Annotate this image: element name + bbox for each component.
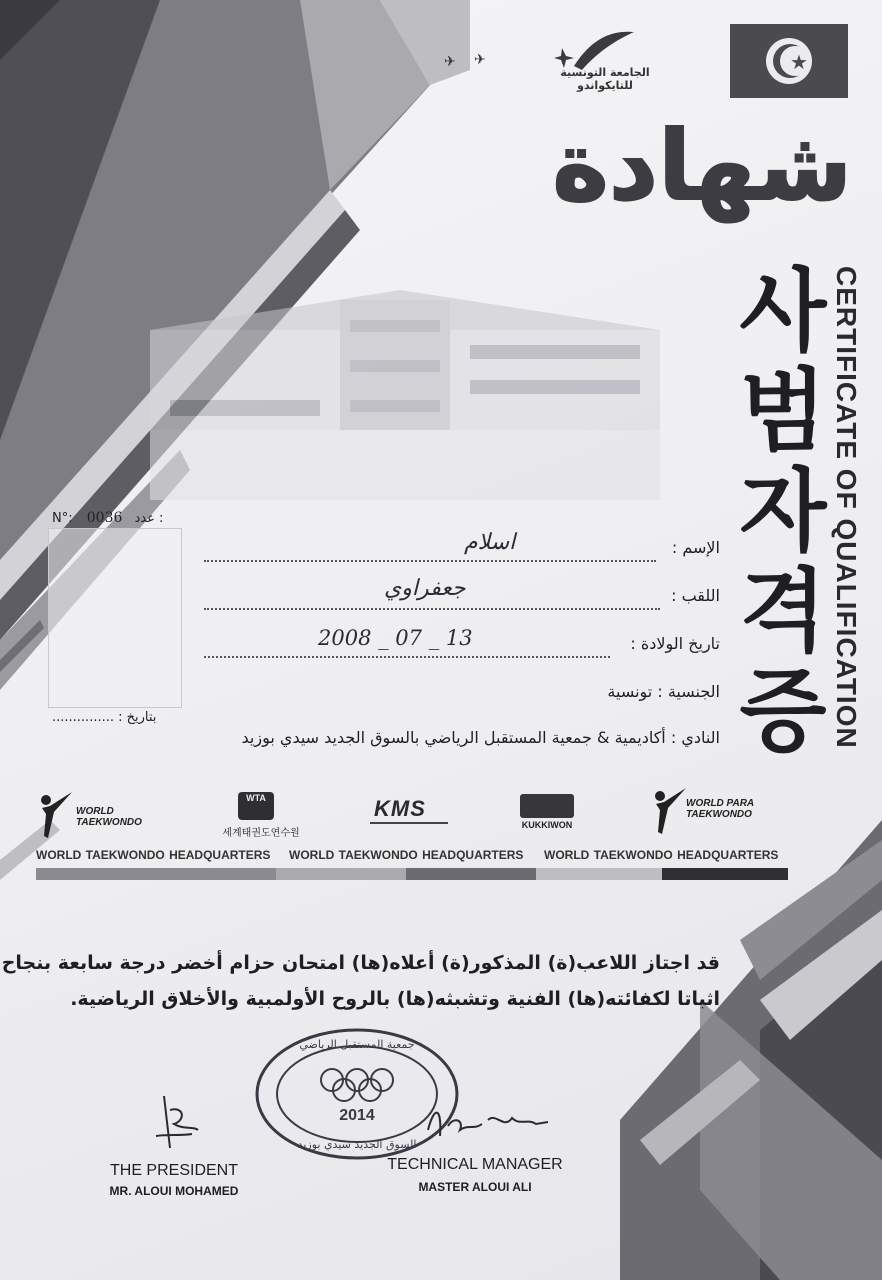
name-value: اسلام	[464, 530, 516, 555]
wta-korean-text: 세계태권도연수원	[222, 828, 300, 839]
surname-value: جعفراوي	[384, 576, 466, 601]
birth-label: تاريخ الولادة :	[630, 634, 720, 653]
divider-bar	[36, 868, 788, 880]
korean-char: 범	[739, 359, 827, 464]
surname-underline	[204, 608, 660, 610]
name-underline	[204, 560, 656, 562]
building-sketch	[150, 290, 660, 500]
certificate-number	[52, 510, 163, 526]
statement-line-2: اثباتا لكفائته(ها) الفنية وتشبثه(ها) بالروح الأولمبية والأخلاق الرياضية.	[70, 988, 720, 1010]
photo-placeholder	[48, 528, 182, 708]
number-label: N°:	[52, 511, 73, 526]
korean-char: 사	[739, 259, 827, 364]
nationality-value: تونسية	[607, 682, 653, 701]
korean-char: 증	[739, 659, 827, 764]
nationality-label: الجنسية : تونسية	[607, 682, 720, 701]
title-arabic: شهادة	[552, 110, 852, 222]
world-taekwondo-logo: WORLD TAEKWONDO	[36, 788, 166, 844]
number-value: 0036	[86, 510, 123, 526]
wta-badge: WTA	[238, 792, 274, 820]
manager-name: MASTER ALOUI ALI	[418, 1180, 532, 1194]
decorative-mark-icon: ✈	[444, 54, 456, 70]
world-para-taekwondo-icon	[650, 786, 690, 838]
president-title: THE PRESIDENT	[109, 1162, 238, 1179]
wta-logo	[210, 788, 310, 844]
world-taekwondo-icon	[36, 790, 76, 842]
president-name: MR. ALOUI MOHAMED	[109, 1184, 239, 1198]
partner-logos	[30, 788, 820, 844]
name-label: الإسم :	[671, 538, 720, 557]
kukkiwon-logo: KUKKIWON	[518, 788, 578, 844]
club-label: النادي : أكاديمية & جمعية المستقبل الرياضي بالسوق الجديد سيدي بوزيد	[241, 728, 720, 747]
world-para-taekwondo-logo: WORLD PARA TAEKWONDO	[650, 788, 810, 844]
kms-logo: KMS	[370, 788, 450, 844]
seal-year: 2014	[339, 1107, 375, 1124]
federation-name: الجامعة التونسية للتايكواندو	[560, 66, 650, 92]
statement-line-1: قد اجتاز اللاعب(ة) المذكور(ة) أعلاه(ها) امتحان حزام أخضر درجة سابعة بنجاح	[1, 952, 720, 974]
tunisia-flag-icon: ★	[730, 24, 848, 98]
korean-char: 자	[739, 459, 827, 564]
president-signature	[150, 1090, 210, 1160]
seal-top-text: جمعية المستقبل الرياضي	[299, 1038, 415, 1051]
hq-label: WORLD TAEKWONDO HEADQUARTERS	[289, 848, 524, 862]
title-english: CERTIFICATE OF QUALIFICATION	[831, 266, 862, 749]
number-label-arabic: : عدد	[134, 511, 164, 526]
seal-bottom-text: السوق الجديد سيدي بوزيد	[297, 1138, 417, 1151]
birth-underline	[204, 656, 610, 658]
birth-value: 2008 _ 07 _ 13	[318, 626, 473, 650]
surname-label: اللقب :	[671, 586, 720, 605]
decorative-mark-icon: ✈	[474, 52, 486, 68]
title-korean	[728, 259, 838, 764]
issue-date-label: بتاريخ : ...............	[52, 710, 157, 725]
korean-char: 격	[739, 559, 827, 664]
hq-label: WORLD TAEKWONDO HEADQUARTERS	[36, 848, 271, 862]
manager-signature	[424, 1096, 554, 1146]
manager-title: TECHNICAL MANAGER	[387, 1156, 563, 1173]
club-value: أكاديمية & جمعية المستقبل الرياضي بالسوق الجديد سيدي بوزيد	[241, 728, 666, 747]
hq-label: WORLD TAEKWONDO HEADQUARTERS	[544, 848, 779, 862]
